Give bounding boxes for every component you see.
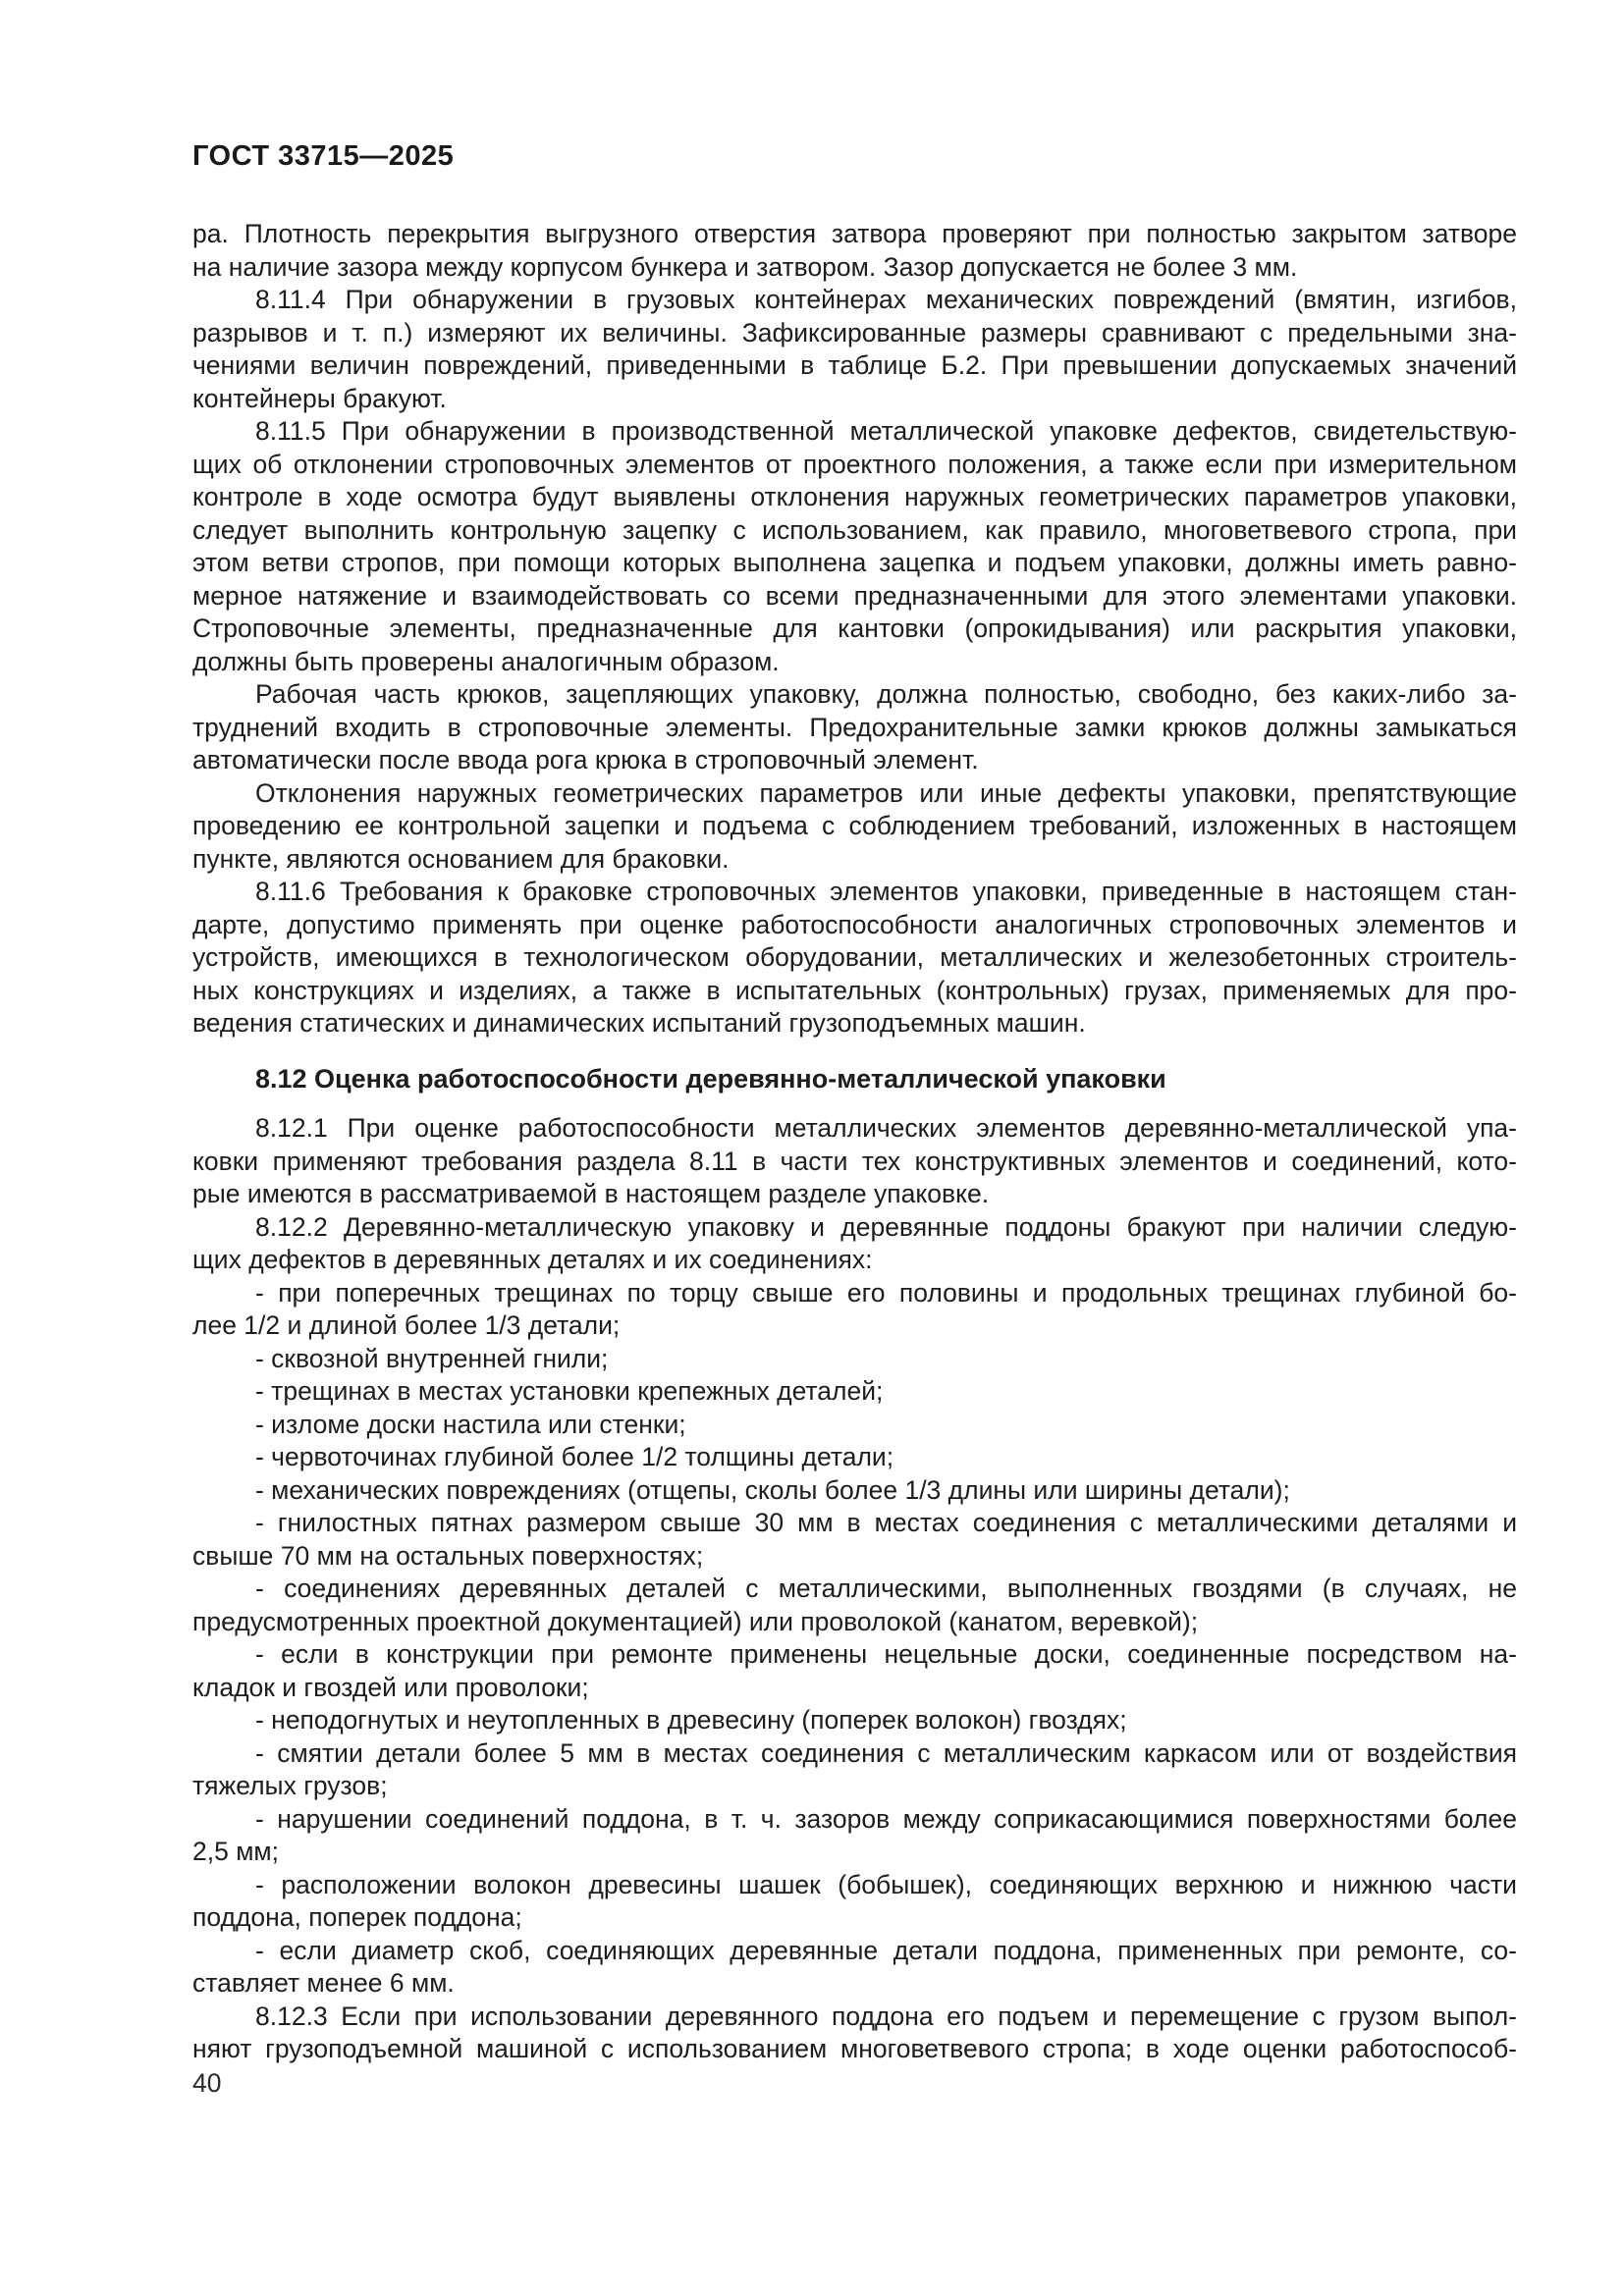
list-item (192, 1638, 1517, 1704)
text-line: - сквозной внутренней гнили; (255, 1343, 609, 1373)
text-line: разрывов и т. п.) измеряют их величины. Зафиксированные размеры сравнивают с предельными зна- (192, 317, 1517, 347)
text-line: - соединениях деревянных деталей с металлическими, выполненных гвоздями (в случаях, не (255, 1574, 1517, 1603)
text-line: 8.12.3 Если при использовании деревянного поддона его подъем и перемещение с грузом выпол- (255, 2001, 1517, 2031)
text-line: 8.11.6 Требования к браковке строповочных элементов упаковки, приведенные в настоящем стан- (255, 877, 1517, 906)
text-line: - гнилостных пятнах размером свыше 30 мм в местах соединения с металлическими деталями и (255, 1508, 1517, 1537)
text-line: на наличие зазора между корпусом бункера и затвором. Зазор допускается не более 3 мм. (192, 251, 1298, 282)
text-line: тяжелых грузов; (192, 1771, 388, 1800)
text-line: - нарушении соединений поддона, в т. ч. зазоров между соприкасающимися поверхностями более (255, 1803, 1517, 1834)
document-body (192, 218, 1517, 2066)
text-line: проведению ее контрольной зацепки и подъема с соблюдением требований, изложенных в настоящем (192, 811, 1517, 840)
text-line: кладок и гвоздей или проволоки; (192, 1672, 589, 1702)
paragraph (192, 284, 1517, 415)
list-item (192, 1507, 1517, 1573)
list-item (192, 1704, 1517, 1737)
text-line: 2,5 мм; (192, 1837, 280, 1866)
page-number: 40 (192, 2068, 222, 2098)
list-item (192, 1573, 1517, 1638)
text-line: - если в конструкции при ремонте применены нецельные доски, соединенные посредством на- (255, 1639, 1517, 1669)
text-line: этом ветви стропов, при помощи которых выполнена зацепка и подъем упаковки, должны иметь равно- (192, 548, 1517, 577)
paragraph (192, 678, 1517, 777)
text-line: - механических повреждениях (отщепы, сколы более 1/3 длины или ширины детали); (255, 1474, 1290, 1505)
list-item (192, 1869, 1517, 1935)
text-line: автоматически после ввода рога крюка в строповочный элемент. (192, 745, 979, 774)
text-line: должны быть проверены аналогичным образом. (192, 646, 780, 676)
paragraph (192, 218, 1517, 284)
list-item (192, 1737, 1517, 1803)
text-line: труднений входить в строповочные элементы. Предохранительные замки крюков должны замыкаться (192, 712, 1517, 742)
text-line: поддона, поперек поддона; (192, 1902, 522, 1932)
text-line: рые имеются в рассматриваемой в настоящем разделе упаковке. (192, 1179, 990, 1208)
text-line: ковки применяют требования раздела 8.11 в части тех конструктивных элементов и соединений, кото- (192, 1146, 1517, 1176)
text-line: ставляет менее 6 мм. (192, 1968, 455, 1998)
text-line: - трещинах в местах установки крепежных деталей; (255, 1376, 884, 1406)
list-item (192, 1474, 1517, 1508)
text-line: щих дефектов в деревянных деталях и их соединениях: (192, 1245, 873, 1274)
list-item (192, 1935, 1517, 2001)
text-line: - изломе доски настила или стенки; (255, 1409, 686, 1439)
list-item (192, 1277, 1517, 1343)
text-line: пункте, являются основанием для браковки. (192, 843, 730, 874)
text-line: ра. Плотность перекрытия выгрузного отверстия затвора проверяют при полностью закрытом затворе (192, 219, 1517, 248)
text-line: 8.12 Оценка работоспособности деревянно-металлической упаковки (255, 1063, 1166, 1094)
text-line: чениями величин повреждений, приведенными в таблице Б.2. При превышении допускаемых значений (192, 350, 1517, 380)
paragraph (192, 777, 1517, 877)
paragraph (192, 1211, 1517, 1277)
text-line: контейнеры бракуют. (192, 383, 447, 413)
text-line: - смятии детали более 5 мм в местах соединения с металлическим каркасом или от воздействия (255, 1737, 1517, 1768)
text-line: свыше 70 мм на остальных поверхностях; (192, 1540, 704, 1571)
text-line: - при поперечных трещинах по торцу свыше его половины и продольных трещинах глубиной бо- (255, 1277, 1517, 1308)
text-line: Рабочая часть крюков, зацепляющих упаковку, должна полностью, свободно, без каких-либо за- (255, 679, 1517, 709)
text-line: 8.11.5 При обнаружении в производственной металлической упаковке дефектов, свидетельствую- (255, 416, 1517, 446)
paragraph (192, 876, 1517, 1041)
list-item (192, 1375, 1517, 1409)
section-heading (192, 1063, 1517, 1096)
list-item (192, 1409, 1517, 1442)
paragraph (192, 1112, 1517, 1211)
text-line: ных конструкциях и изделиях, а также в испытательных (контрольных) грузах, применяемых для про- (192, 975, 1517, 1005)
text-line: 8.11.4 При обнаружении в грузовых контейнерах механических повреждений (вмятин, изгибов, (255, 285, 1517, 314)
text-line: лее 1/2 и длиной более 1/3 детали; (192, 1310, 621, 1340)
text-line: щих об отклонении строповочных элементов от проектного положения, а также если при измерительном (192, 449, 1517, 479)
text-line: 8.12.1 При оценке работоспособности металлических элементов деревянно-металлической упа- (255, 1113, 1517, 1143)
text-line: - неподогнутых и неутопленных в древесину (поперек волокон) гвоздях; (255, 1705, 1127, 1735)
list-item (192, 1441, 1517, 1474)
list-item (192, 1343, 1517, 1376)
text-line: контроле в ходе осмотра будут выявлены отклонения наружных геометрических параметров упаковки, (192, 482, 1517, 511)
text-line: 8.12.2 Деревянно-металлическую упаковку и деревянные поддоны бракуют при наличии следую- (255, 1211, 1517, 1242)
text-line: ведения статических и динамических испытаний грузоподъемных машин. (192, 1008, 1086, 1038)
text-line: - если диаметр скоб, соединяющих деревянные детали поддона, примененных при ремонте, со- (255, 1935, 1517, 1965)
text-line: Строповочные элементы, предназначенные для кантовки (опрокидывания) или раскрытия упаковки, (192, 614, 1517, 643)
text-line: устройств, имеющихся в технологическом оборудовании, металлических и железобетонных строитель- (192, 942, 1517, 972)
list-item (192, 1803, 1517, 1869)
text-line: - червоточинах глубиной более 1/2 толщины детали; (255, 1442, 894, 1471)
text-line: следует выполнить контрольную зацепку с использованием, как правило, многоветвевого стропа, при (192, 514, 1517, 545)
text-line: предусмотренных проектной документацией) или проволокой (канатом, веревкой); (192, 1606, 1199, 1636)
text-line: - расположении волокон древесины шашек (бобышек), соединяющих верхнюю и нижнюю части (255, 1869, 1517, 1899)
document-code: ГОСТ 33715—2025 (192, 140, 455, 172)
text-line: дарте, допустимо применять при оценке работоспособности аналогичных строповочных элементов и (192, 909, 1517, 939)
text-line: мерное натяжение и взаимодействовать со всеми предназначенными для этого элементами упаковки. (192, 580, 1517, 611)
text-line: Отклонения наружных геометрических параметров или иные дефекты упаковки, препятствующие (255, 777, 1517, 808)
paragraph (192, 2001, 1517, 2066)
paragraph (192, 415, 1517, 678)
text-line: няют грузоподъемной машиной с использованием многоветвевого стропа; в ходе оценки работоспособ- (192, 2034, 1517, 2063)
